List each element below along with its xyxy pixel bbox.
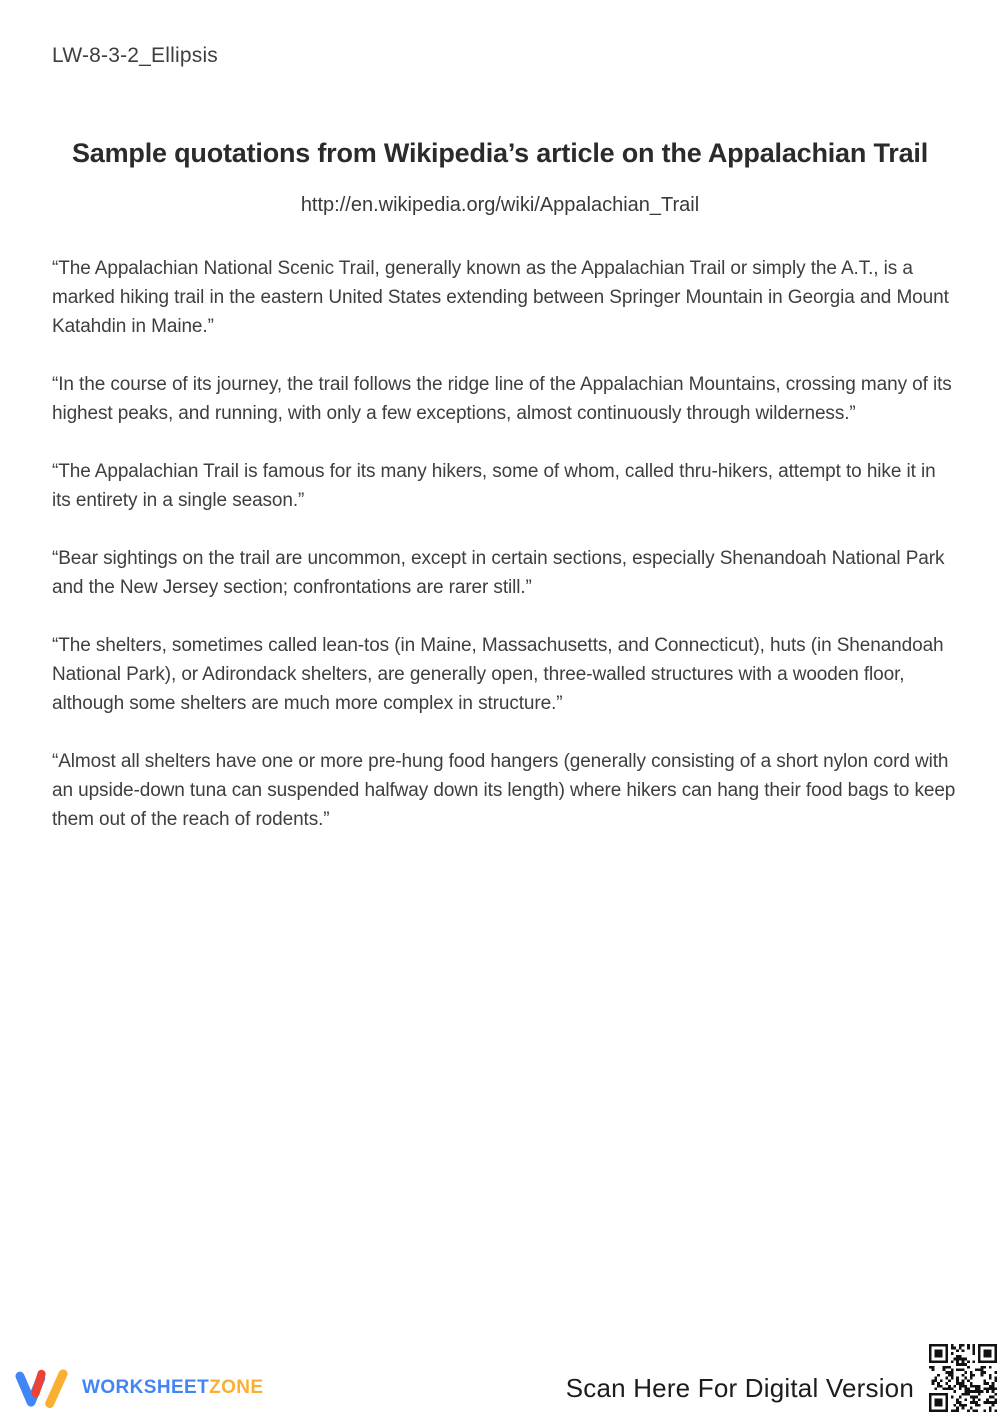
source-url: http://en.wikipedia.org/wiki/Appalachian_Trail [300,194,700,216]
scan-here-label: Scan Here For Digital Version [565,1373,914,1403]
quote-paragraph: “In the course of its journey, the trail follows the ridge line of the Appalachian Mountains, crossing many of its highest peaks, and running, with only a few exceptions, almost continuously through wilderness.” [52,374,952,424]
quote-paragraph: “The Appalachian Trail is famous for its many hikers, some of whom, called thru-hikers, attempt to hike it in its entirety in a single season.” [52,461,936,511]
footer [0,1330,1000,1414]
quote-paragraph: “The Appalachian National Scenic Trail, generally known as the Appalachian Trail or simply the A.T., is a marked hiking trail in the eastern United States extending between Springer Mountain in Georgia and Mount Katahdin in Maine.” [52,258,949,337]
quote-paragraph: “Bear sightings on the trail are uncommon, except in certain sections, especially Shenandoah National Park and the New Jersey section; confrontations are rarer still.” [52,548,945,598]
quote-paragraph: “Almost all shelters have one or more pre-hung food hangers (generally consisting of a short nylon cord with an upside-down tuna can suspended halfway down its length) where hikers can hang their food bags to keep them out of the reach of rodents.” [52,751,956,830]
page-title: Sample quotations from Wikipedia’s article on the Appalachian Trail [71,138,929,168]
worksheetzone-logo-icon [14,1366,72,1410]
brand-text [82,1377,264,1399]
brand-zone-label: ZONE [209,1377,264,1398]
brand-worksheet-label: WORKSHEET [82,1377,210,1398]
quote-paragraph: “The shelters, sometimes called lean-tos (in Maine, Massachusetts, and Connecticut), huts (in Shenandoah National Park), or Adirondack shelters, are generally open, three-walled structures with a wooden floor, although some shelters are much more complex in structure.” [52,635,944,714]
doc-code: LW-8-3-2_Ellipsis [52,44,219,67]
qr-code-icon [929,1344,997,1412]
brand-logo [14,1366,264,1410]
quotes-section [52,254,958,863]
